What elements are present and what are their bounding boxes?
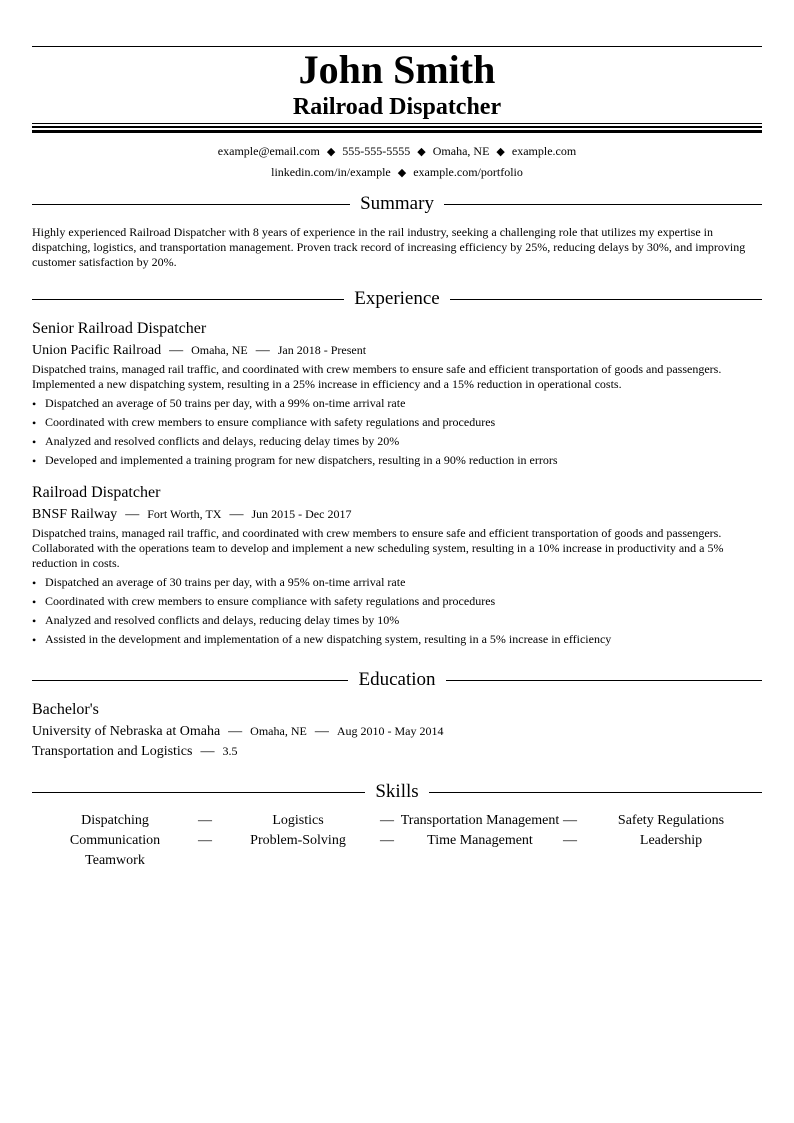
school-name: University of Nebraska at Omaha xyxy=(32,724,221,739)
header-rule-medium xyxy=(32,126,762,128)
dash-separator: — xyxy=(228,724,243,739)
candidate-role: Railroad Dispatcher xyxy=(292,94,502,120)
skills-row xyxy=(32,812,762,832)
job-description: Dispatched trains, managed rail traffic, and coordinated with crew members to ensure safe and efficient transportation of goods and passengers. Collaborated with the operations team to develop and implement a new scheduling system, resulting in a 10% increase in productivity and a 5% reduction in costs. xyxy=(32,526,724,570)
list-item xyxy=(32,613,762,632)
field-meta xyxy=(32,742,237,761)
section-rule-right xyxy=(444,204,762,205)
dash-separator: — xyxy=(380,813,394,828)
header-rule-thin xyxy=(32,123,762,124)
website-link[interactable]: example.com xyxy=(511,144,577,158)
bullet-text: Analyzed and resolved conflicts and delays, reducing delay times by 10% xyxy=(45,613,400,627)
location-text: Omaha, NE xyxy=(432,144,490,158)
portfolio-link[interactable]: example.com/portfolio xyxy=(413,165,523,179)
company-name: BNSF Railway xyxy=(32,507,118,522)
bullet-text: Assisted in the development and implementation of a new dispatching system, resulting in a 5% increase in efficiency xyxy=(45,632,612,646)
school-meta xyxy=(32,722,444,741)
bullet-text: Coordinated with crew members to ensure compliance with safety regulations and procedures xyxy=(45,415,496,429)
diamond-separator-icon: ◆ xyxy=(417,146,426,158)
summary-heading xyxy=(32,192,762,216)
list-item xyxy=(32,396,762,415)
phone-link[interactable]: 555-555-5555 xyxy=(342,144,411,158)
bullet-text: Analyzed and resolved conflicts and delays, reducing delay times by 20% xyxy=(45,434,400,448)
dash-separator: — xyxy=(255,343,270,358)
skill-item: Teamwork xyxy=(85,853,145,868)
dash-separator: — xyxy=(563,833,577,848)
company-name: Union Pacific Railroad xyxy=(32,343,162,358)
header-rule-thick xyxy=(32,130,762,133)
candidate-name: John Smith xyxy=(298,47,496,92)
bullet-icon: • xyxy=(32,454,37,468)
job-dates: Jan 2018 - Present xyxy=(277,343,367,357)
dash-separator: — xyxy=(314,724,329,739)
bullet-text: Dispatched an average of 50 trains per day, with a 99% on-time arrival rate xyxy=(45,396,406,410)
field-of-study: Transportation and Logistics xyxy=(32,744,193,759)
job-bullets xyxy=(32,396,762,472)
degree-title: Bachelor's xyxy=(32,701,99,718)
education-heading xyxy=(32,668,762,692)
linkedin-link[interactable]: linkedin.com/in/example xyxy=(271,165,391,179)
skill-item: Transportation Management xyxy=(400,813,560,828)
skills-grid xyxy=(32,812,762,872)
section-rule-right xyxy=(450,299,762,300)
bullet-icon: • xyxy=(32,614,37,628)
section-rule-right xyxy=(446,680,762,681)
job-location: Omaha, NE xyxy=(191,343,248,357)
skill-item: Time Management xyxy=(427,833,533,848)
section-rule-left xyxy=(32,680,348,681)
school-dates: Aug 2010 - May 2014 xyxy=(336,724,444,738)
skill-item: Communication xyxy=(69,833,161,848)
bullet-icon: • xyxy=(32,416,37,430)
contact-line-2 xyxy=(32,164,762,181)
bullet-icon: • xyxy=(32,435,37,449)
skill-item: Dispatching xyxy=(81,813,149,828)
dash-separator: — xyxy=(563,813,577,828)
dash-separator: — xyxy=(125,507,140,522)
job-title: Railroad Dispatcher xyxy=(32,484,161,501)
section-title: Education xyxy=(358,669,436,690)
bullet-icon: • xyxy=(32,633,37,647)
skill-item: Logistics xyxy=(272,813,324,828)
dash-separator: — xyxy=(380,833,394,848)
section-title: Skills xyxy=(375,781,419,802)
skill-item: Leadership xyxy=(639,833,703,848)
diamond-separator-icon: ◆ xyxy=(496,146,505,158)
gpa-value: 3.5 xyxy=(222,744,238,758)
contact-line-1 xyxy=(32,143,762,160)
bullet-icon: • xyxy=(32,595,37,609)
diamond-separator-icon: ◆ xyxy=(397,167,407,179)
bullet-text: Developed and implemented a training program for new dispatchers, resulting in a 90% reduction in errors xyxy=(45,453,558,467)
email-link[interactable]: example@email.com xyxy=(217,144,320,158)
diamond-separator-icon: ◆ xyxy=(326,146,336,158)
skill-item: Safety Regulations xyxy=(617,813,725,828)
dash-separator: — xyxy=(169,343,184,358)
section-rule-left xyxy=(32,204,350,205)
bullet-text: Coordinated with crew members to ensure compliance with safety regulations and procedures xyxy=(45,594,496,608)
school-location: Omaha, NE xyxy=(250,724,307,738)
list-item xyxy=(32,453,762,472)
dash-separator: — xyxy=(229,507,244,522)
job-dates: Jun 2015 - Dec 2017 xyxy=(251,507,352,521)
job-meta xyxy=(32,341,366,360)
section-rule-right xyxy=(429,792,762,793)
experience-heading xyxy=(32,287,762,311)
bullet-icon: • xyxy=(32,397,37,411)
summary-text: Highly experienced Railroad Dispatcher with 8 years of experience in the rail industry, seeking a challenging role that utilizes my expertise in dispatching, logistics, and transportation management. Proven track record of increasing efficiency by 25%, reducing delays by 30%, and improving customer satisfaction by 20%. xyxy=(32,225,746,269)
list-item xyxy=(32,632,762,651)
dash-separator: — xyxy=(200,744,215,759)
list-item xyxy=(32,575,762,594)
section-title: Summary xyxy=(360,193,434,214)
dash-separator: — xyxy=(198,813,212,828)
bullet-icon: • xyxy=(32,576,37,590)
section-rule-left xyxy=(32,299,344,300)
skills-row xyxy=(32,852,762,872)
dash-separator: — xyxy=(198,833,212,848)
skills-heading xyxy=(32,780,762,804)
job-meta xyxy=(32,505,351,524)
job-location: Fort Worth, TX xyxy=(147,507,222,521)
job-bullets xyxy=(32,575,762,651)
list-item xyxy=(32,594,762,613)
bullet-text: Dispatched an average of 30 trains per day, with a 95% on-time arrival rate xyxy=(45,575,406,589)
skills-row xyxy=(32,832,762,852)
list-item xyxy=(32,434,762,453)
job-title: Senior Railroad Dispatcher xyxy=(32,320,207,337)
section-title: Experience xyxy=(354,288,440,309)
section-rule-left xyxy=(32,792,365,793)
skill-item: Problem-Solving xyxy=(250,833,346,848)
list-item xyxy=(32,415,762,434)
job-description: Dispatched trains, managed rail traffic, and coordinated with crew members to ensure safe and efficient transportation of goods and passengers. Implemented a new dispatching system, resulting in a 25% increase in efficiency and a 15% reduction in operational costs. xyxy=(32,362,722,391)
